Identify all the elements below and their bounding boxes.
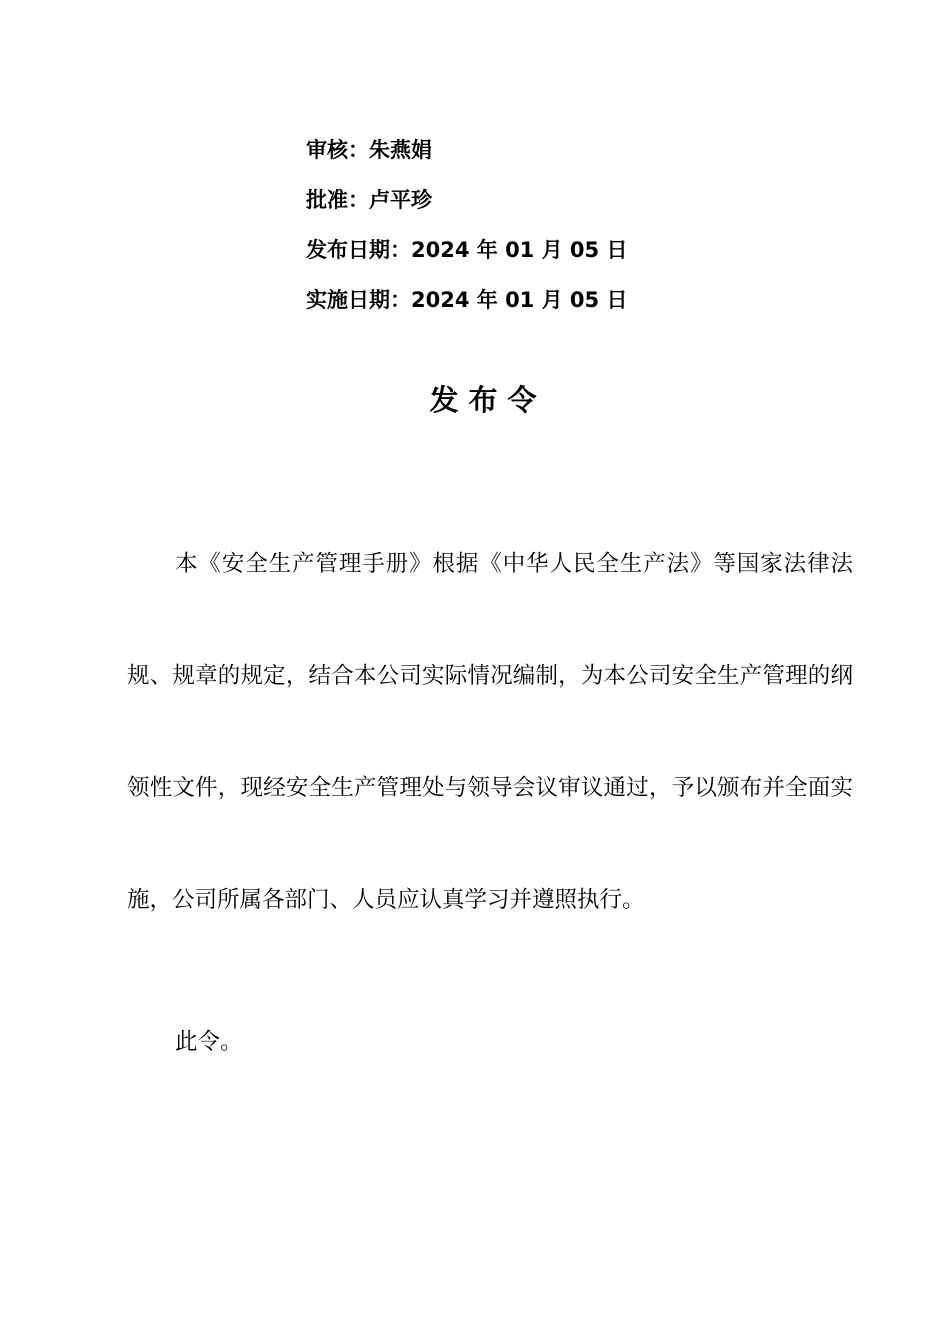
approval-info <box>306 134 627 334</box>
reviewer-line: 审核：朱燕娟 <box>306 138 432 162</box>
document-title: 发布令 <box>429 383 547 417</box>
body-paragraph: 本《安全生产管理手册》根据《中华人民全生产法》等国家法律法规、规章的规定，结合本公司实际情况编制，为本公司安全生产管理的纲领性文件，现经安全生产管理处与领导会议审议通过，予以颁布并全面实施，公司所属各部门、人员应认真学习并遵照执行。 <box>127 551 853 913</box>
publish-date-line: 发布日期：2024 年 01 月 05 日 <box>306 238 628 262</box>
closing-text: 此令。 <box>175 1029 243 1055</box>
effective-date-line: 实施日期：2024 年 01 月 05 日 <box>306 288 628 312</box>
approver-line: 批准：卢平珍 <box>306 188 432 212</box>
